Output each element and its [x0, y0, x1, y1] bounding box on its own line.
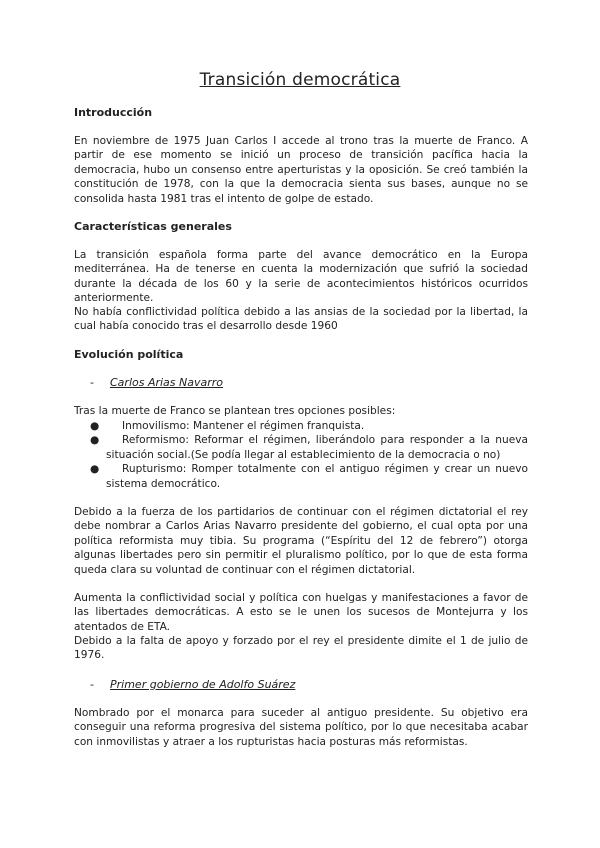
subsection-dash: - [90, 678, 94, 691]
arias-intro: Tras la muerte de Franco se plantean tres opciones posibles: [74, 405, 396, 417]
caracteristicas-paragraph-1: La transición española forma parte del avance democrático en la Europa mediterránea. Ha de tenerse en cuenta la modernización que sufrió la sociedad durante la década de los 60 y la serie de acontecimientos históricos ocurridos anteriormente. [74, 249, 528, 305]
page-title: Transición democrática [199, 70, 401, 90]
subsection-dash: - [90, 376, 94, 389]
options-list [74, 419, 528, 491]
option-reformismo: Reformismo: Reformar el régimen, liberándolo para responder a la nueva situación social.(Se podía llegar al establecimiento de la democracia o no) [106, 434, 528, 461]
list-item [74, 433, 528, 462]
bullet-icon: ● [90, 420, 100, 432]
bullet-icon: ● [90, 434, 100, 447]
subsection-suarez [90, 678, 295, 691]
list-item [74, 419, 528, 433]
bullet-icon: ● [90, 463, 100, 476]
option-rupturismo: Rupturismo: Romper totalmente con el antiguo régimen y crear un nuevo sistema democrático. [106, 463, 528, 490]
intro-heading: Introducción [74, 106, 153, 119]
subsection-title-arias: Carlos Arias Navarro [110, 376, 224, 389]
list-item [74, 462, 528, 491]
subsection-title-suarez: Primer gobierno de Adolfo Suárez [110, 678, 296, 691]
suarez-paragraph: Nombrado por el monarca para suceder al antiguo presidente. Su objetivo era conseguir una reforma progresiva del sistema político, por lo que necesitaba acabar con inmovilistas y atraer a los rupturistas hacia posturas más reformistas. [74, 707, 528, 748]
intro-paragraph: En noviembre de 1975 Juan Carlos I accede al trono tras la muerte de Franco. A partir de ese momento se inició un proceso de transición pacífica hacia la democracia, hubo un consenso entre aperturistas y la oposición. Se creó también la constitución de 1978, con la que la democracia sienta sus bases, aunque no se consolida hasta 1981 tras el intento de golpe de estado. [74, 135, 528, 205]
option-inmovilismo: Inmovilismo: Mantener el régimen franquista. [122, 420, 365, 432]
arias-paragraph-3: Debido a la falta de apoyo y forzado por el rey el presidente dimite el 1 de julio de 1976. [74, 635, 528, 662]
caracteristicas-paragraph-2: No había conflictividad política debido a las ansias de la sociedad por la libertad, la cual había conocido tras el desarrollo desde 1960 [74, 306, 528, 333]
subsection-arias-navarro [90, 376, 223, 389]
evolucion-heading: Evolución política [74, 348, 184, 361]
arias-paragraph-1: Debido a la fuerza de los partidarios de continuar con el régimen dictatorial el rey debe nombrar a Carlos Arias Navarro presidente del gobierno, el cual opta por una política reformista muy tibia. Su programa (“Espíritu del 12 de febrero”) otorga algunas libertades pero sin permitir el pluralismo político, por lo que de esta forma queda clara su voluntad de continuar con el régimen dictatorial. [74, 506, 528, 576]
caracteristicas-heading: Características generales [74, 220, 232, 233]
arias-paragraph-2: Aumenta la conflictividad social y política con huelgas y manifestaciones a favor de las libertades democráticas. A esto se le unen los sucesos de Montejurra y los atentados de ETA. [74, 592, 528, 633]
